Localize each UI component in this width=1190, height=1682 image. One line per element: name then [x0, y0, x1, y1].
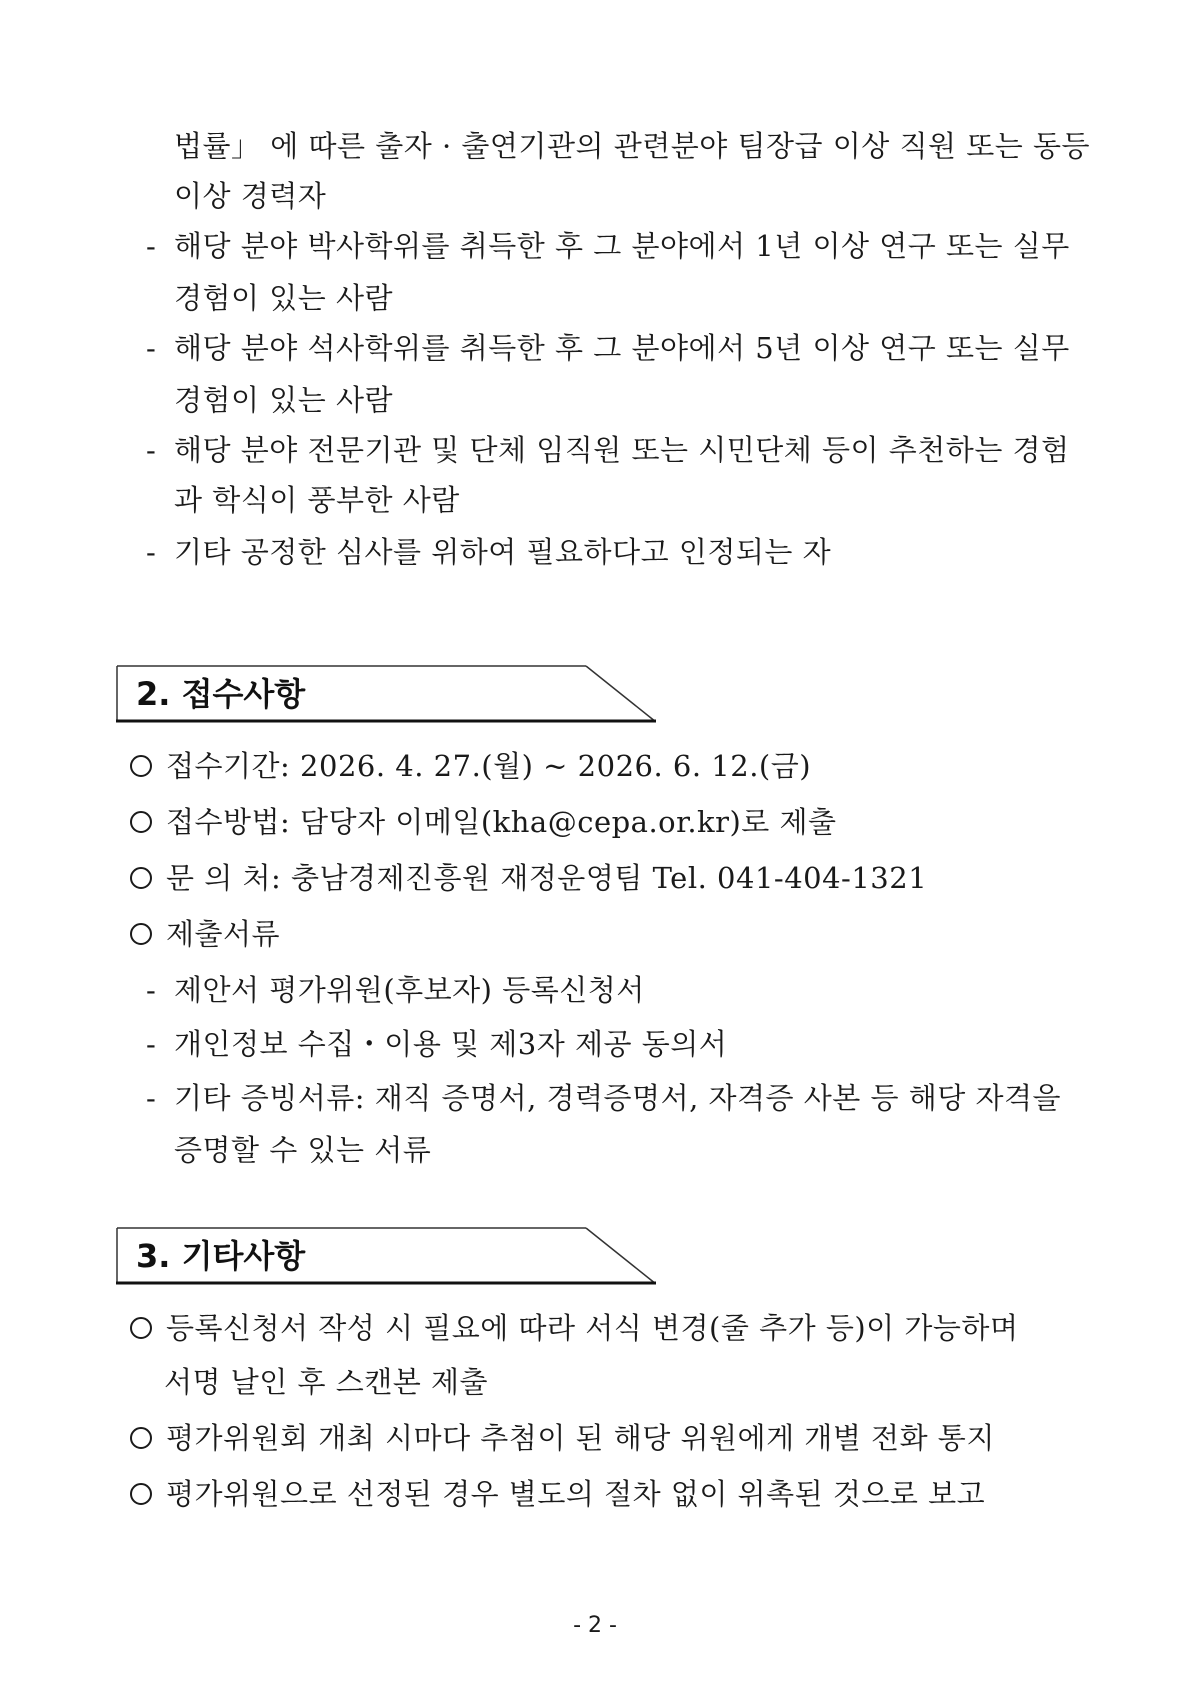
dash-marker: - [146, 535, 157, 569]
circle-bullet-icon [130, 923, 152, 945]
list-item-text: 해당 분야 박사학위를 취득한 후 그 분야에서 1년 이상 연구 또는 실무 [174, 229, 1070, 263]
bullet-item [130, 746, 811, 786]
circle-bullet-icon [130, 1483, 152, 1505]
list-item-continuation: 증명할 수 있는 서류 [174, 1133, 432, 1167]
list-item [146, 430, 1070, 470]
list-item-continuation: 경험이 있는 사람 [174, 383, 394, 417]
list-item-text: 해당 분야 전문기관 및 단체 임직원 또는 시민단체 등이 추천하는 경험 [174, 433, 1070, 467]
bullet-text: 제출서류 [166, 917, 281, 951]
list-item [146, 328, 1070, 368]
bullet-continuation: 서명 날인 후 스캔본 제출 [164, 1365, 489, 1399]
list-item-text: 해당 분야 석사학위를 취득한 후 그 분야에서 5년 이상 연구 또는 실무 [174, 331, 1070, 365]
circle-bullet-icon [130, 867, 152, 889]
dash-marker: - [146, 1027, 157, 1061]
bullet-item [130, 1308, 1018, 1348]
dash-marker: - [146, 229, 157, 263]
circle-bullet-icon [130, 1317, 152, 1339]
bullet-text: 등록신청서 작성 시 필요에 따라 서식 변경(줄 추가 등)이 가능하며 [166, 1311, 1019, 1345]
section-title: 2. 접수사항 [136, 675, 306, 713]
list-item-text: 기타 공정한 심사를 위하여 필요하다고 인정되는 자 [174, 535, 832, 569]
list-item [146, 532, 831, 572]
list-item-text: 개인정보 수집・이용 및 제3자 제공 동의서 [174, 1027, 728, 1061]
bullet-item [130, 802, 837, 842]
section-title: 3. 기타사항 [136, 1237, 306, 1275]
dash-marker: - [146, 1081, 157, 1115]
list-item [146, 970, 645, 1010]
bullet-item [130, 1474, 985, 1514]
section-header-3 [116, 1226, 656, 1286]
page-number: - 2 - [573, 1613, 617, 1638]
dash-marker: - [146, 433, 157, 467]
list-item [146, 226, 1070, 266]
list-item-text: 기타 증빙서류: 재직 증명서, 경력증명서, 자격증 사본 등 해당 자격을 [174, 1081, 1062, 1115]
list-item [146, 1078, 1061, 1118]
circle-bullet-icon [130, 811, 152, 833]
list-item-text: 제안서 평가위원(후보자) 등록신청서 [174, 973, 645, 1007]
bullet-item [130, 1418, 995, 1458]
dash-marker: - [146, 973, 157, 1007]
paragraph-line: 법률」 에 따른 출자 · 출연기관의 관련분야 팀장급 이상 직원 또는 동등 [174, 129, 1090, 163]
list-item-continuation: 과 학식이 풍부한 사람 [174, 483, 460, 517]
bullet-text: 접수방법: 담당자 이메일(kha@cepa.or.kr)로 제출 [166, 805, 837, 839]
bullet-text: 접수기간: 2026. 4. 27.(월) ~ 2026. 6. 12.(금) [166, 749, 812, 783]
bullet-item [130, 914, 280, 954]
list-item [146, 1024, 727, 1064]
list-item-continuation: 경험이 있는 사람 [174, 281, 394, 315]
circle-bullet-icon [130, 1427, 152, 1449]
bullet-text: 평가위원회 개최 시마다 추첨이 된 해당 위원에게 개별 전화 통지 [166, 1421, 995, 1455]
circle-bullet-icon [130, 755, 152, 777]
dash-marker: - [146, 331, 157, 365]
bullet-item [130, 858, 927, 898]
section-header-2 [116, 664, 656, 724]
paragraph-line: 이상 경력자 [174, 179, 327, 213]
bullet-text: 문 의 처: 충남경제진흥원 재정운영팀 Tel. 041-404-1321 [166, 861, 928, 895]
bullet-text: 평가위원으로 선정된 경우 별도의 절차 없이 위촉된 것으로 보고 [166, 1477, 986, 1511]
